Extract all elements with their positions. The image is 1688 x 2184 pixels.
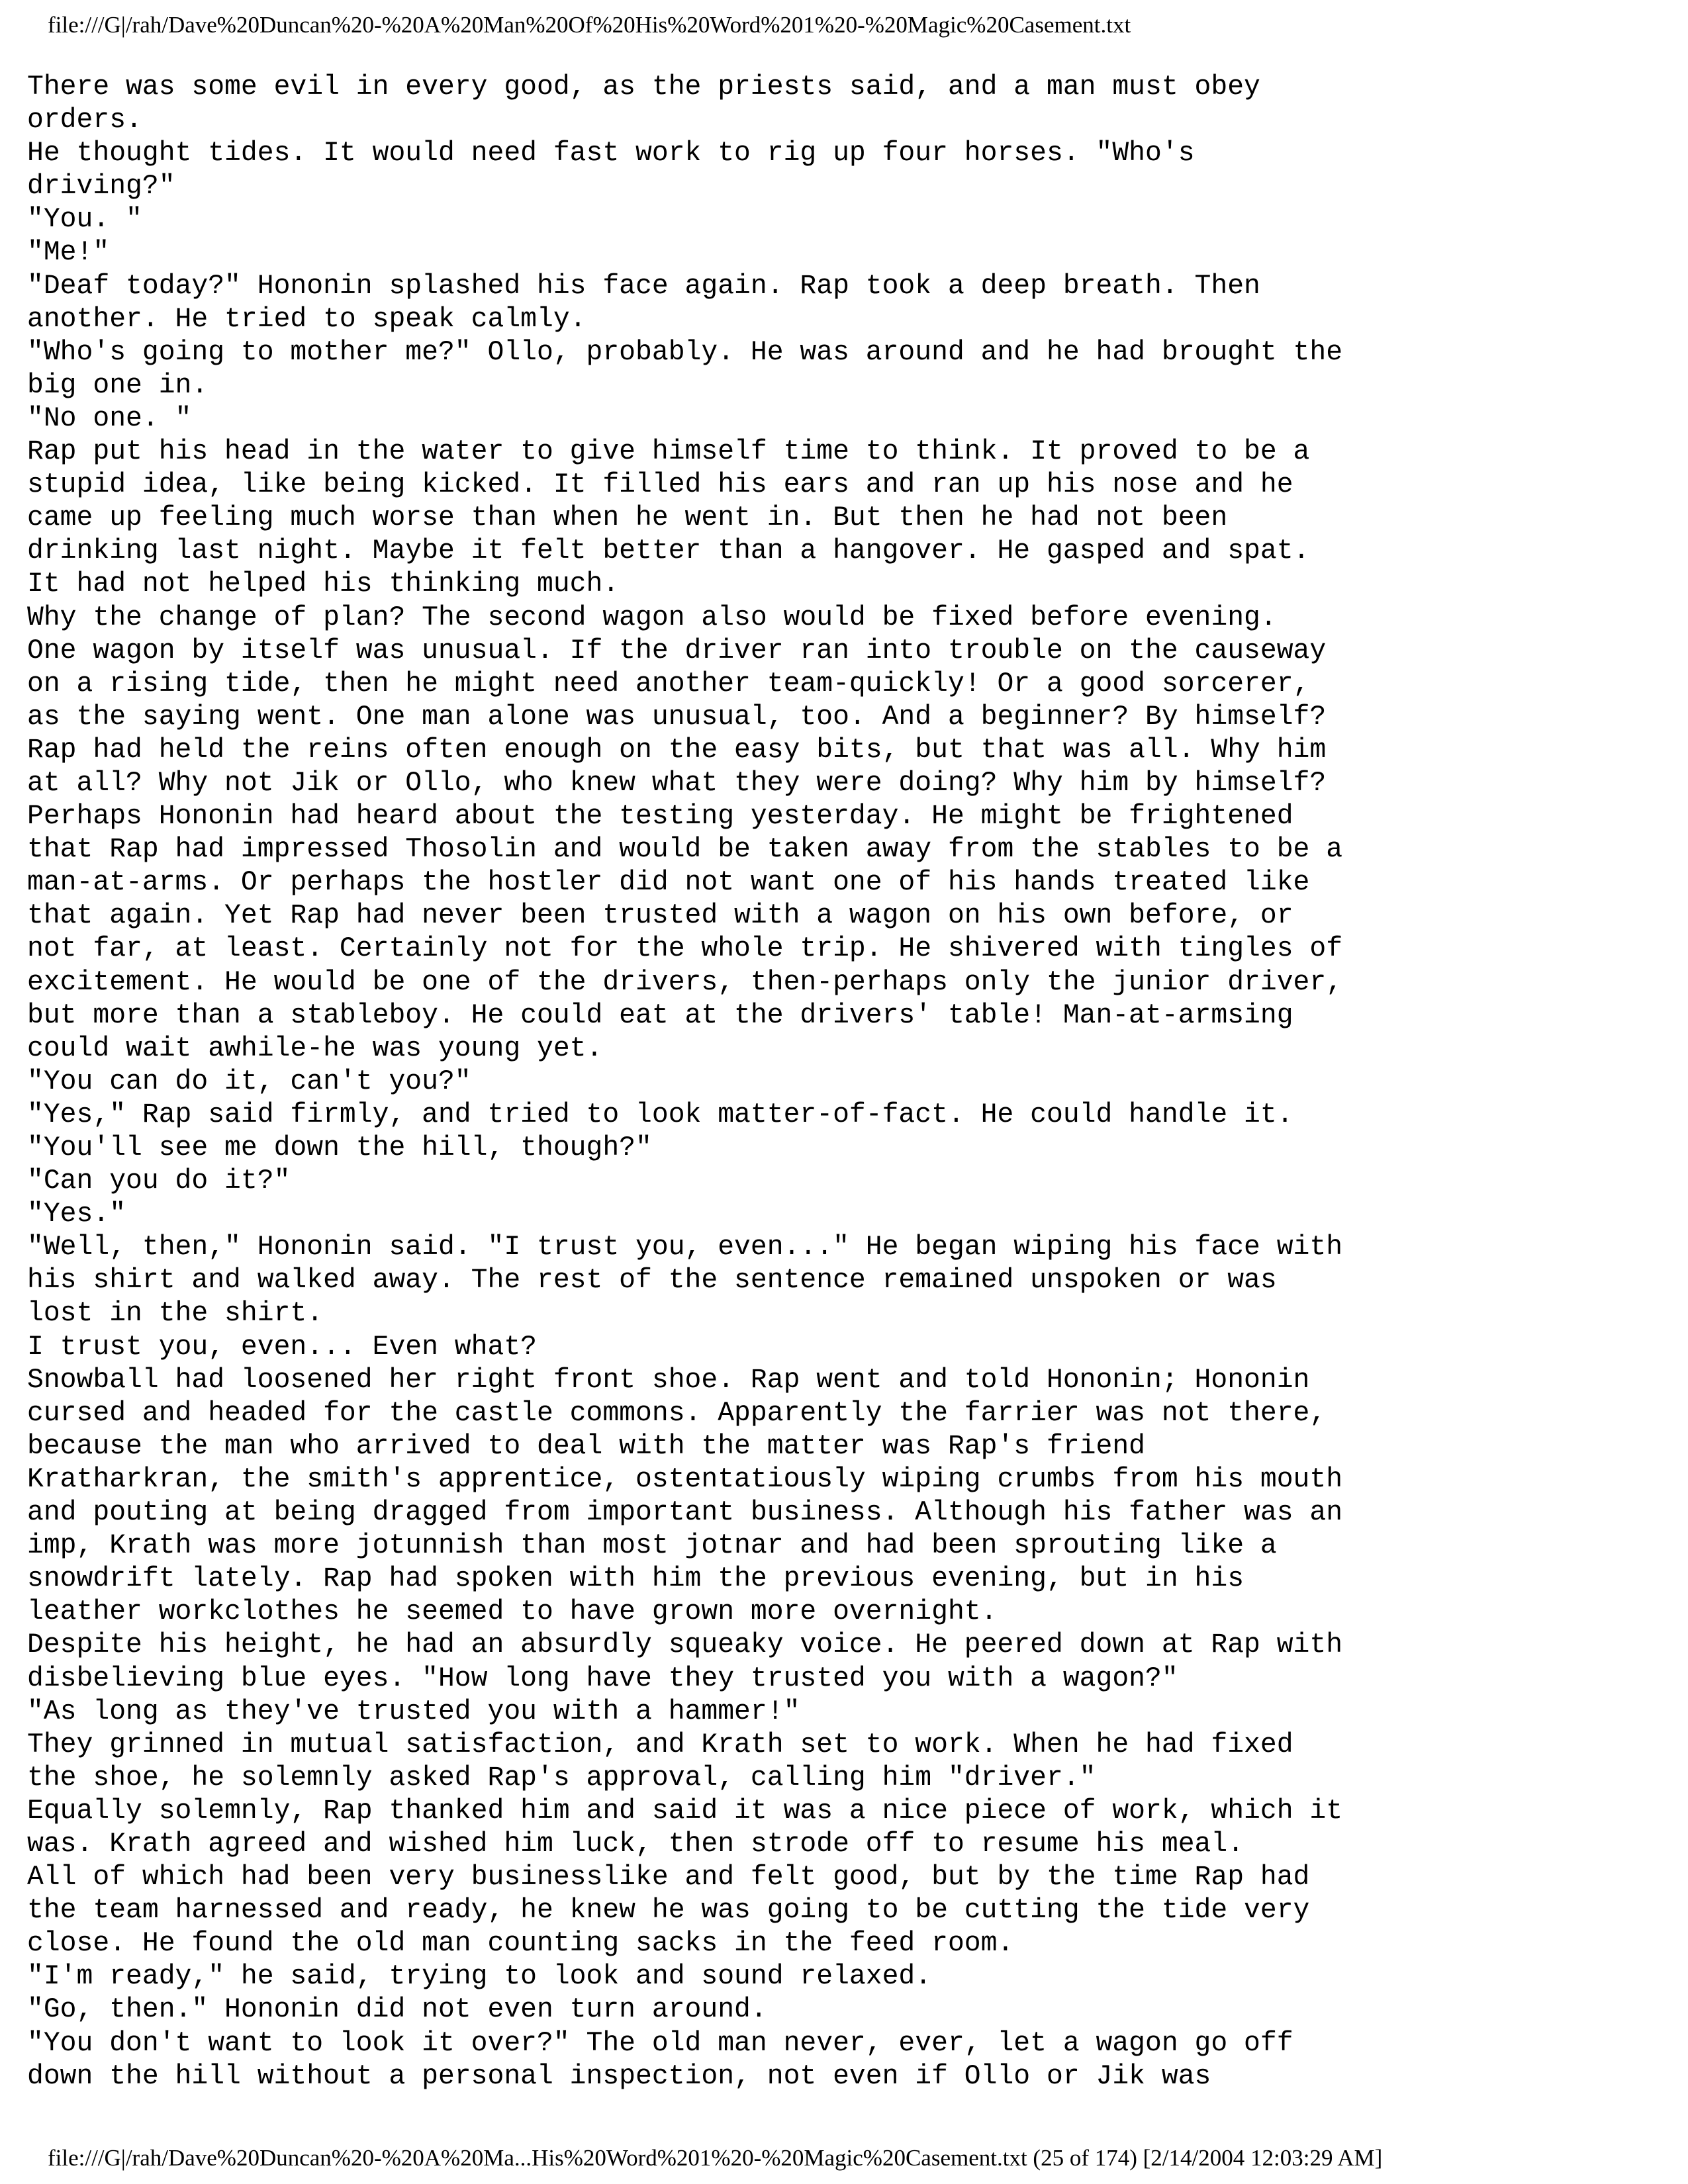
text-line: that again. Yet Rap had never been trusted with a wagon on his own before, or (27, 901, 1293, 932)
text-line: Despite his height, he had an absurdly squeaky voice. He peered down at Rap with (27, 1630, 1343, 1661)
text-line: Rap put his head in the water to give himself time to think. It proved to be a (27, 437, 1310, 468)
text-line: "Me!" (27, 238, 110, 269)
text-line: He thought tides. It would need fast work to rig up four horses. "Who's (27, 138, 1195, 169)
text-line: "Go, then." Hononin did not even turn around. (27, 1995, 767, 2026)
text-line: "You can do it, can't you?" (27, 1066, 471, 1097)
text-line: on a rising tide, then he might need another team-quickly! Or a good sorcerer, (27, 668, 1310, 700)
text-line: another. He tried to speak calmly. (27, 304, 586, 335)
text-line: "No one. " (27, 403, 192, 434)
text-line: "Can you do it?" (27, 1166, 291, 1197)
text-line: "As long as they've trusted you with a hammer!" (27, 1696, 800, 1727)
text-line: Equally solemnly, Rap thanked him and said it was a nice piece of work, which it (27, 1796, 1343, 1827)
text-line: "Yes," Rap said firmly, and tried to look matter-of-fact. He could handle it. (27, 1099, 1293, 1130)
text-line: "Yes." (27, 1199, 126, 1230)
text-line: as the saying went. One man alone was unusual, too. And a beginner? By himself? (27, 702, 1327, 733)
text-line: down the hill without a personal inspection, not even if Ollo or Jik was (27, 2061, 1211, 2092)
text-line: could wait awhile-he was young yet. (27, 1033, 603, 1064)
text-line: disbelieving blue eyes. "How long have they trusted you with a wagon?" (27, 1663, 1178, 1694)
text-line: man-at-arms. Or perhaps the hostler did not want one of his hands treated like (27, 868, 1310, 899)
text-line: orders. (27, 105, 142, 136)
text-line: I trust you, even... Even what? (27, 1332, 537, 1363)
text-line: at all? Why not Jik or Ollo, who knew what they were doing? Why him by himself? (27, 768, 1327, 799)
text-line: excitement. He would be one of the drivers, then-perhaps only the junior driver, (27, 967, 1343, 998)
footer-file-path: file:///G|/rah/Dave%20Duncan%20-%20A%20Ma...His%20Word%201%20-%20Magic%20Casement.txt (25 of 174) [2/14/2004 12:03:29 AM] (48, 2145, 1383, 2171)
text-line: "Deaf today?" Hononin splashed his face again. Rap took a deep breath. Then (27, 271, 1260, 302)
text-line: the team harnessed and ready, he knew he was going to be cutting the tide very (27, 1895, 1310, 1927)
text-line: leather workclothes he seemed to have grown more overnight. (27, 1597, 998, 1628)
text-line: but more than a stableboy. He could eat at the drivers' table! Man-at-armsing (27, 1000, 1293, 1031)
text-line: Why the change of plan? The second wagon also would be fixed before evening. (27, 602, 1277, 633)
text-line: his shirt and walked away. The rest of the sentence remained unspoken or was (27, 1265, 1277, 1297)
text-line: One wagon by itself was unusual. If the driver ran into trouble on the causeway (27, 635, 1327, 666)
text-line: lost in the shirt. (27, 1298, 324, 1330)
text-line: imp, Krath was more jotunnish than most jotnar and had been sprouting like a (27, 1531, 1277, 1562)
text-line: snowdrift lately. Rap had spoken with him the previous evening, but in his (27, 1564, 1244, 1595)
text-line: was. Krath agreed and wished him luck, then strode off to resume his meal. (27, 1829, 1244, 1860)
document-body (27, 71, 1642, 2093)
text-line: All of which had been very businesslike and felt good, but by the time Rap had (27, 1862, 1310, 1893)
text-line: "I'm ready," he said, trying to look and sound relaxed. (27, 1962, 932, 1993)
text-line: There was some evil in every good, as the priests said, and a man must obey (27, 72, 1260, 103)
header-file-path: file:///G|/rah/Dave%20Duncan%20-%20A%20Man%20Of%20His%20Word%201%20-%20Magic%20Casement.txt (48, 12, 1131, 38)
text-line: It had not helped his thinking much. (27, 569, 620, 600)
text-line: drinking last night. Maybe it felt better than a hangover. He gasped and spat. (27, 536, 1310, 567)
text-line: came up feeling much worse than when he went in. But then he had not been (27, 503, 1228, 534)
text-line: Rap had held the reins often enough on the easy bits, but that was all. Why him (27, 735, 1327, 766)
text-line: because the man who arrived to deal with the matter was Rap's friend (27, 1431, 1146, 1462)
text-line: not far, at least. Certainly not for the whole trip. He shivered with tingles of (27, 934, 1343, 965)
text-line: They grinned in mutual satisfaction, and Krath set to work. When he had fixed (27, 1729, 1293, 1760)
text-line: the shoe, he solemnly asked Rap's approval, calling him "driver." (27, 1762, 1096, 1794)
text-line: big one in. (27, 370, 209, 401)
text-line: Snowball had loosened her right front shoe. Rap went and told Hononin; Hononin (27, 1365, 1310, 1396)
text-line: Kratharkran, the smith's apprentice, ostentatiously wiping crumbs from his mouth (27, 1464, 1343, 1495)
text-line: cursed and headed for the castle commons. Apparently the farrier was not there, (27, 1398, 1327, 1429)
text-line: stupid idea, like being kicked. It filled his ears and ran up his nose and he (27, 470, 1293, 501)
text-line: "You'll see me down the hill, though?" (27, 1133, 652, 1163)
text-line: Perhaps Hononin had heard about the testing yesterday. He might be frightened (27, 801, 1293, 833)
text-line: that Rap had impressed Thosolin and would be taken away from the stables to be a (27, 835, 1343, 866)
text-line: driving?" (27, 171, 175, 203)
text-line: "You. " (27, 205, 142, 236)
text-line: "You don't want to look it over?" The old man never, ever, let a wagon go off (27, 2028, 1293, 2059)
text-line: "Who's going to mother me?" Ollo, probably. He was around and he had brought the (27, 337, 1343, 368)
text-line: close. He found the old man counting sacks in the feed room. (27, 1929, 1014, 1960)
text-line: and pouting at being dragged from important business. Although his father was an (27, 1498, 1343, 1529)
text-line: "Well, then," Hononin said. "I trust you, even..." He began wiping his face with (27, 1232, 1343, 1263)
